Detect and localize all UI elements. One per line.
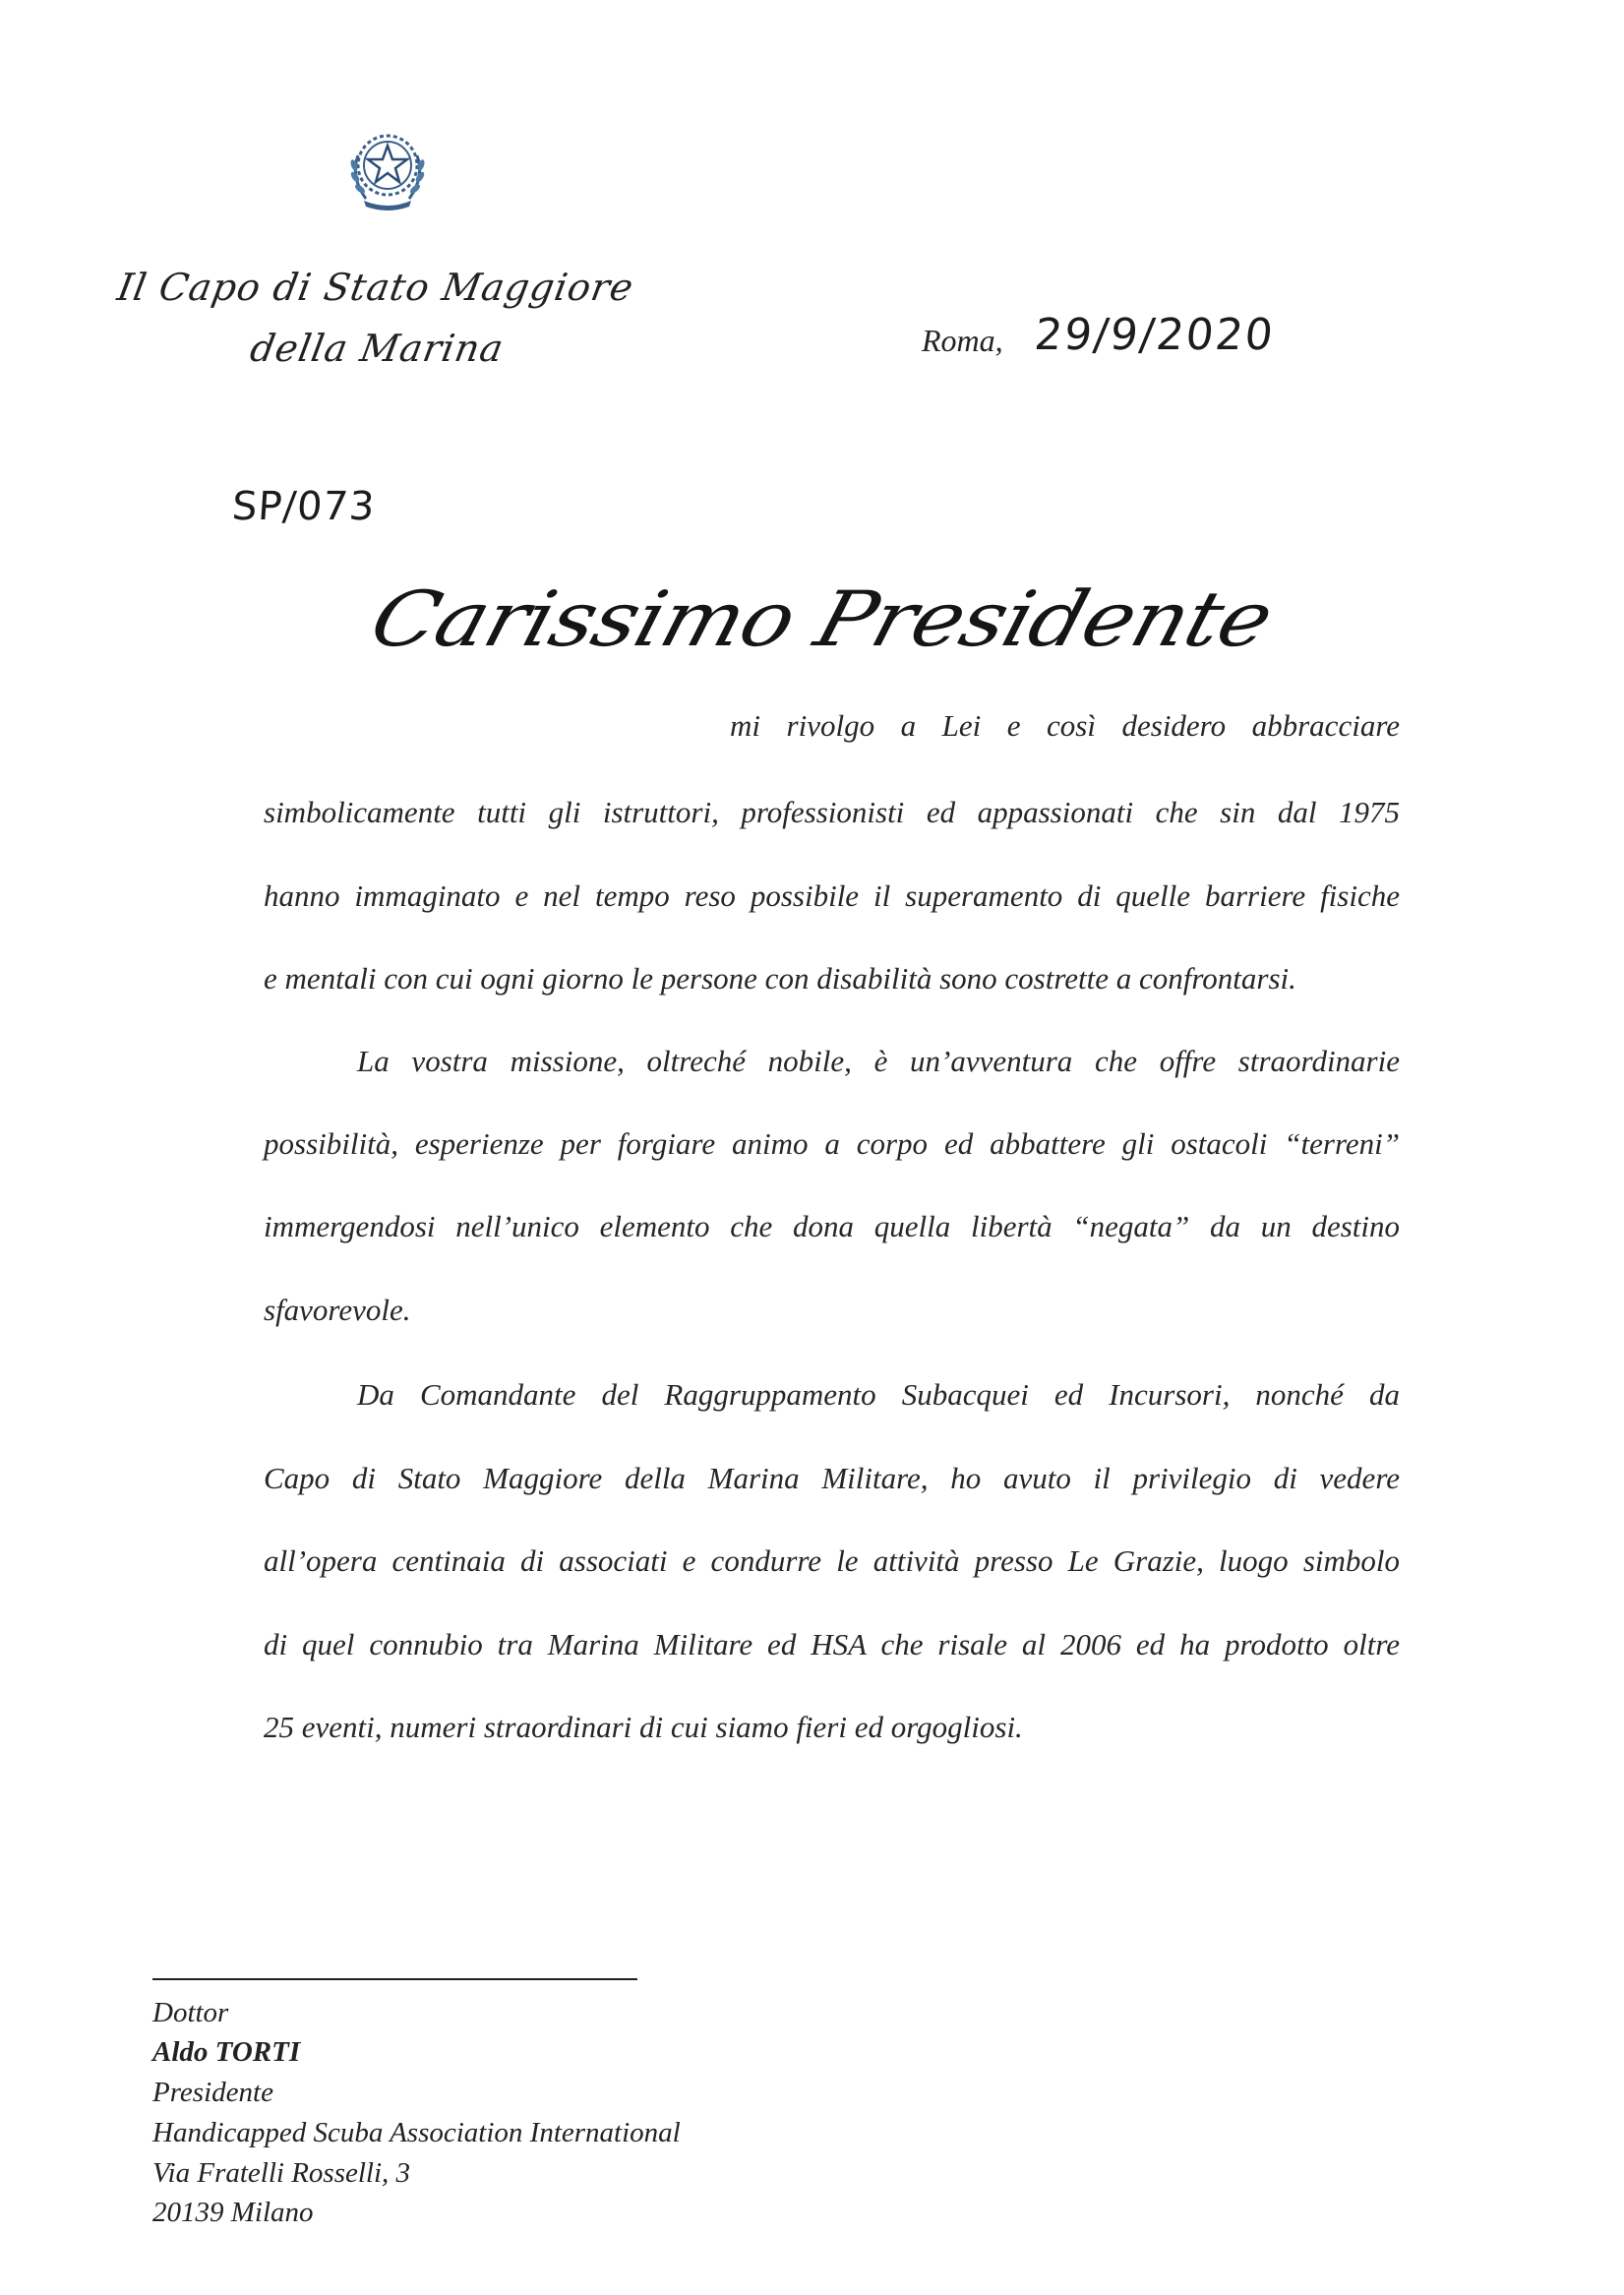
recipient-street: Via Fratelli Rosselli, 3 [152,2157,411,2189]
body-line: 25 eventi, numeri straordinari di cui siamo fieri ed orgogliosi. [264,1710,1023,1744]
handwritten-date: 29/9/2020 [1032,310,1278,360]
body-line: all’opera centinaia di associati e condurre le attività presso Le Grazie, luogo simbolo [264,1543,1400,1578]
body-line: possibilità, esperienze per forgiare animo a corpo ed abbattere gli ostacoli “terreni” [264,1126,1400,1161]
body-line: immergendosi nell’unico elemento che dona quella libertà “negata” da un destino [264,1209,1400,1243]
recipient-name: Aldo TORTI [152,2036,301,2068]
recipient-city: 20139 Milano [152,2197,314,2228]
address-divider [152,1978,637,1980]
recipient-title: Dottor [152,1997,229,2028]
letterhead-line-2: della Marina [247,327,508,370]
recipient-organization: Handicapped Scuba Association International [152,2117,681,2148]
body-line: Capo di Stato Maggiore della Marina Militare, ho avuto il privilegio di vedere [264,1461,1400,1495]
place: Roma, [922,323,1003,358]
body-line: hanno immaginato e nel tempo reso possibile il superamento di quelle barriere fisiche [264,878,1400,913]
body-line: simbolicamente tutti gli istruttori, professionisti ed appassionati che sin dal 1975 [264,795,1400,829]
letterhead-line-1: Il Capo di Stato Maggiore [114,266,637,309]
body-line: e mentali con cui ogni giorno le persone con disabilità sono costrette a confrontarsi. [264,961,1296,996]
body-line: di quel connubio tra Marina Militare ed HSA che risale al 2006 ed ha prodotto oltre [264,1627,1400,1661]
handwritten-salutation: Carissimo Presidente [361,575,1283,664]
recipient-role: Presidente [152,2077,273,2108]
body-line-text: mi rivolgo a Lei e così desidero abbracciare [730,708,1400,743]
body-line: Da Comandante del Raggruppamento Subacquei ed Incursori, nonché da [357,1377,1400,1412]
body-line: La vostra missione, oltreché nobile, è un’avventura che offre straordinarie [357,1044,1400,1078]
handwritten-protocol-number: SP/073 [230,484,377,529]
italian-republic-emblem-icon [340,116,435,214]
body-line: sfavorevole. [264,1293,411,1327]
body-line [730,710,1400,741]
